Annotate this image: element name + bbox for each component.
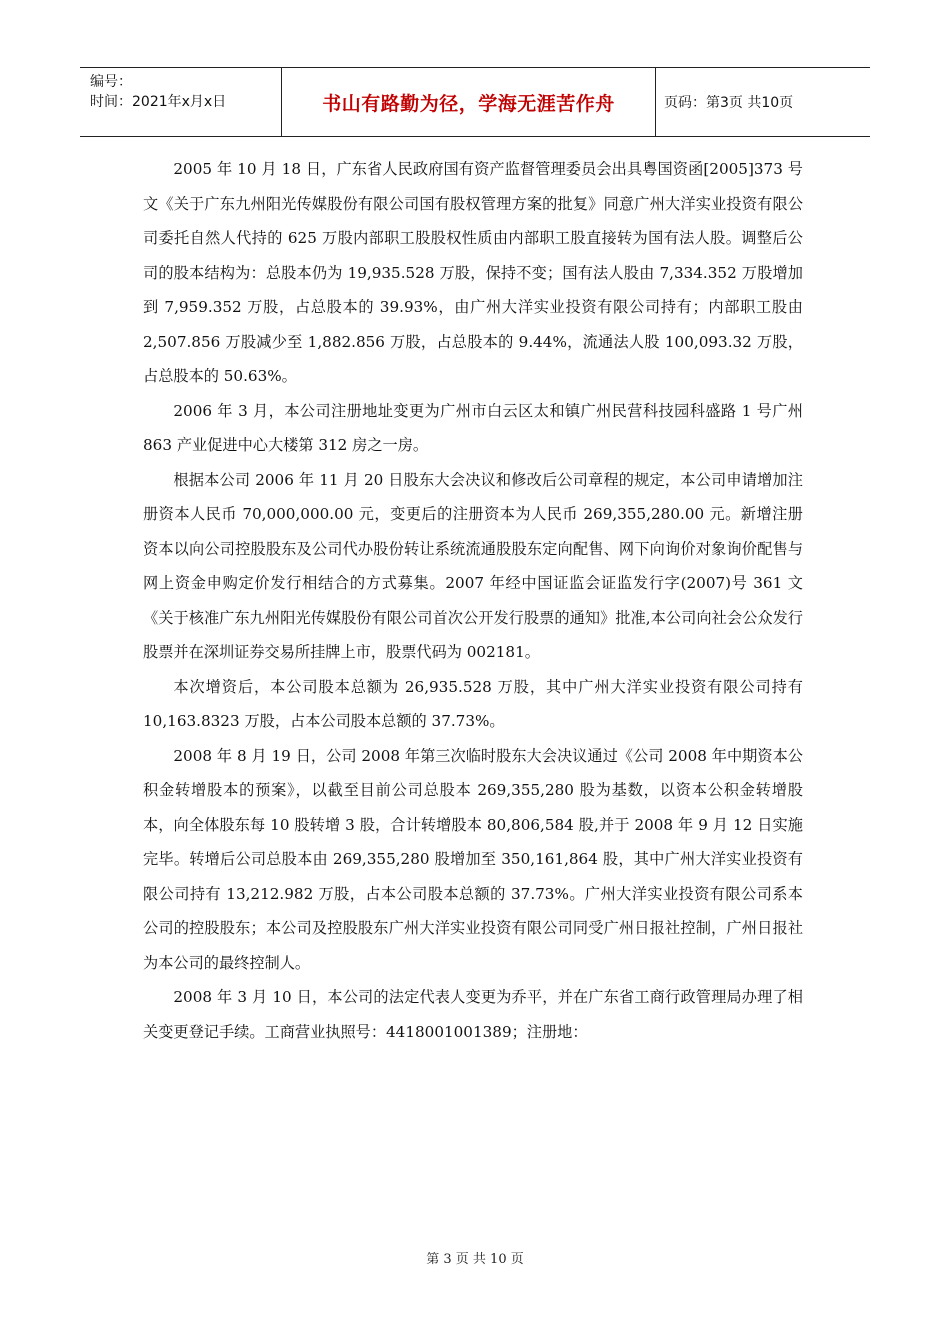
document-date: 时间：2021年x月x日 (90, 94, 227, 110)
page-footer: 第 3 页 共 10 页 (426, 1252, 524, 1267)
paragraph-capital-reserve: 2008 年 8 月 19 日，公司 2008 年第三次临时股东大会决议通过《公司 2008 年中期资本公积金转增股本的预案》，以截至目前公司总股本 269,355,280 股为基数，以资本公积金转增股本，向全体股东每 10 股转增 3 股，合计转增股本 80,806,584 股,并于 2008 年 9 月 12 日实施完毕。转增后公司总股本由 269,355,280 股增加至 350,161,864 股，其中广州大洋实业投资有限公司持有 13,212.982 万股，占本公司股本总额的 37.73%。广州大洋实业投资有限公司系本公司的控股股东；本公司及控股股东广州大洋实业投资有限公司同受广州日报社控制，广州日报社为本公司的最终控制人。 (143, 746, 803, 972)
document-number-label: 编号： (90, 74, 132, 90)
paragraph-capital-increase: 根据本公司 2006 年 11 月 20 日股东大会决议和修改后公司章程的规定，本公司申请增加注册资本人民币 70,000,000.00 元，变更后的注册资本为人民币 269,355,280.00 元。新增注册资本以向公司控股股东及公司代办股份转让系统流通股股东定向配售、网下向询价对象询价配售与网上资金申购定价发行相结合的方式募集。2007 年经中国证监会证监发行字(2007)号 361 文《关于核准广东九州阳光传媒股份有限公司首次公开发行股票的通知》批准,本公司向社会公众发行股票并在深圳证券交易所挂牌上市，股票代码为 002181。 (143, 470, 803, 661)
paragraph-legal-rep: 2008 年 3 月 10 日，本公司的法定代表人变更为乔平，并在广东省工商行政管理局办理了相关变更登记手续。工商营业执照号：4418001001389；注册地： (143, 988, 803, 1041)
document-body (143, 152, 803, 1049)
header-motto: 书山有路勤为径，学海无涯苦作舟 (282, 68, 656, 136)
paragraph-address-change: 2006 年 3 月，本公司注册地址变更为广州市白云区太和镇广州民营科技园科盛路 1 号广州 863 产业促进中心大楼第 312 房之一房。 (143, 401, 803, 454)
page-header (80, 67, 870, 137)
paragraph-share-structure: 2005 年 10 月 18 日，广东省人民政府国有资产监督管理委员会出具粤国资函[2005]373 号文《关于广东九州阳光传媒股份有限公司国有股权管理方案的批复》同意广州大洋实业投资有限公司委托自然人代持的 625 万股内部职工股股权性质由内部职工股直接转为国有法人股。调整后公司的股本结构为：总股本仍为 19,935.528 万股，保持不变；国有法人股由 7,334.352 万股增加到 7,959.352 万股，占总股本的 39.93%，由广州大洋实业投资有限公司持有；内部职工股由 2,507.856 万股减少至 1,882.856 万股，占总股本的 9.44%，流通法人股 100,093.32 万股，占总股本的 50.63%。 (143, 160, 803, 385)
header-meta (80, 68, 282, 136)
paragraph-post-increase: 本次增资后，本公司股本总额为 26,935.528 万股，其中广州大洋实业投资有限公司持有 10,163.8323 万股，占本公司股本总额的 37.73%。 (143, 677, 803, 730)
header-page-info: 页码：第3页 共10页 (664, 95, 794, 111)
